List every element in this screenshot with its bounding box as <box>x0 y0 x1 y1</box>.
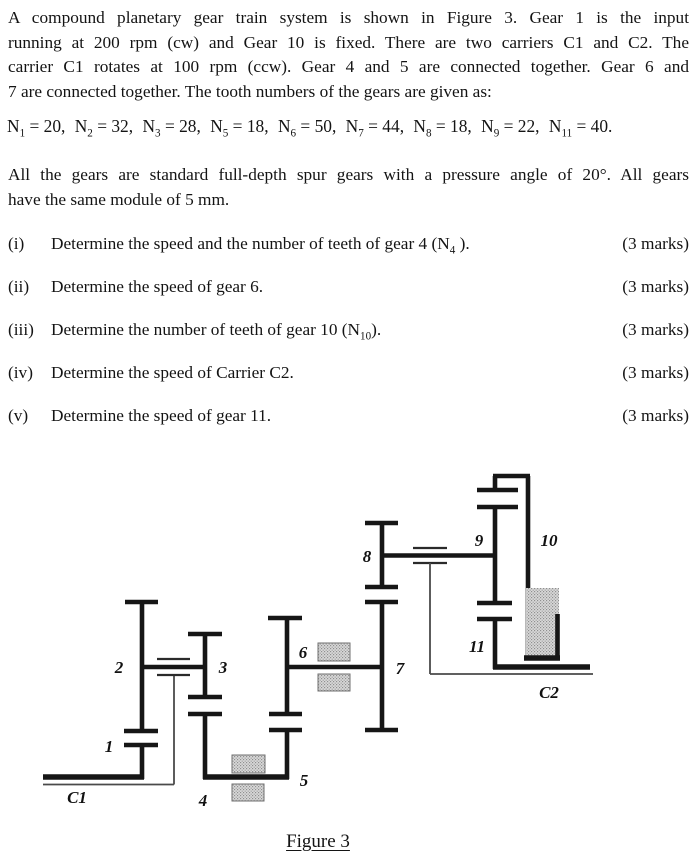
gear-7-label: 7 <box>395 659 405 678</box>
question-numeral: (iv) <box>8 363 33 382</box>
statement-line-2: running at 200 rpm (cw) and Gear 10 is fixed. There are two carriers C1 and C2. The <box>8 32 689 52</box>
question-text: Determine the speed of gear 11. <box>51 406 272 425</box>
statement-line-4: 7 are connected together. The tooth numbers of the gears are given as: <box>8 81 492 101</box>
gear-1-label: 1 <box>104 737 114 756</box>
question-marks: (3 marks) <box>622 234 689 253</box>
gear-2-label: 2 <box>114 658 124 677</box>
gear-6-label: 6 <box>298 643 308 662</box>
gear-10-fixed-block <box>526 588 559 658</box>
tooth-number-term-n3: $N_3 = 28$, <box>142 116 201 140</box>
gear-10-label: 10 <box>540 531 558 550</box>
figure-caption: Figure 3 <box>286 831 350 852</box>
tooth-number-term-n9: $N_9 = 22$, <box>481 116 540 140</box>
question-row-iv <box>8 361 689 386</box>
carrier-c1-label: C1 <box>67 788 87 807</box>
problem-statement <box>8 6 689 104</box>
planet-block-gear4-upper <box>232 755 265 773</box>
question-numeral: (iii) <box>8 320 34 339</box>
question-row-v <box>8 404 689 429</box>
gear-11-label: 11 <box>468 637 486 656</box>
question-text: Determine the speed of Carrier C2. <box>51 363 294 382</box>
questions-list <box>8 232 689 447</box>
statement-line-3: carrier C1 rotates at 100 rpm (ccw). Gear 4 and 5 are connected together. Gear 6 and <box>8 57 689 77</box>
tooth-numbers-equation <box>7 114 691 138</box>
spec-line-1: All the gears are standard full-depth spur gears with a pressure angle of 20°. All gears <box>8 165 689 184</box>
planet-block-gear6-lower <box>318 674 350 691</box>
carrier-c2-label: C2 <box>539 683 559 702</box>
question-text: Determine the speed and the number of teeth of gear 4 ($N_4$ ). <box>51 234 470 257</box>
gear-4-label: 4 <box>198 791 208 810</box>
figure-3-gear-train-diagram <box>0 450 693 832</box>
question-marks: (3 marks) <box>622 363 689 382</box>
question-marks: (3 marks) <box>622 406 689 425</box>
spec-line-2: have the same module of 5 mm. <box>8 189 230 209</box>
question-row-ii <box>8 275 689 300</box>
question-text: Determine the number of teeth of gear 10 $(N_{10})$. <box>51 320 382 343</box>
gear-9-label: 9 <box>474 531 484 550</box>
statement-line-1: A compound planetary gear train system is shown in Figure 3. Gear 1 is the input <box>8 8 689 27</box>
question-row-iii <box>8 318 689 343</box>
question-marks: (3 marks) <box>622 320 689 339</box>
tooth-number-term-n1: $N_1 = 20$, <box>7 116 66 140</box>
tooth-number-term-n5: $N_5 = 18$, <box>210 116 269 140</box>
tooth-number-term-n2: $N_2 = 32$, <box>74 116 134 140</box>
question-text: Determine the speed of gear 6. <box>51 277 264 296</box>
question-numeral: (ii) <box>8 277 30 296</box>
gear-3-label: 3 <box>218 658 228 677</box>
tooth-number-term-n11: $N_{11} = 40$. <box>548 116 613 140</box>
gear-5-label: 5 <box>299 771 309 790</box>
question-numeral: (i) <box>8 234 25 253</box>
tooth-number-term-n8: $N_8 = 18$, <box>413 116 472 140</box>
question-numeral: (v) <box>8 406 29 425</box>
question-marks: (3 marks) <box>622 277 689 296</box>
planet-block-gear4-lower <box>232 784 264 801</box>
question-row-i <box>8 232 689 257</box>
planet-block-gear6-upper <box>318 643 350 661</box>
tooth-number-term-n7: $N_7 = 44$, <box>345 116 405 140</box>
gear-8-label: 8 <box>362 547 372 566</box>
gear-spec-paragraph <box>8 163 689 212</box>
tooth-number-term-n6: $N_6 = 50$, <box>277 116 337 140</box>
